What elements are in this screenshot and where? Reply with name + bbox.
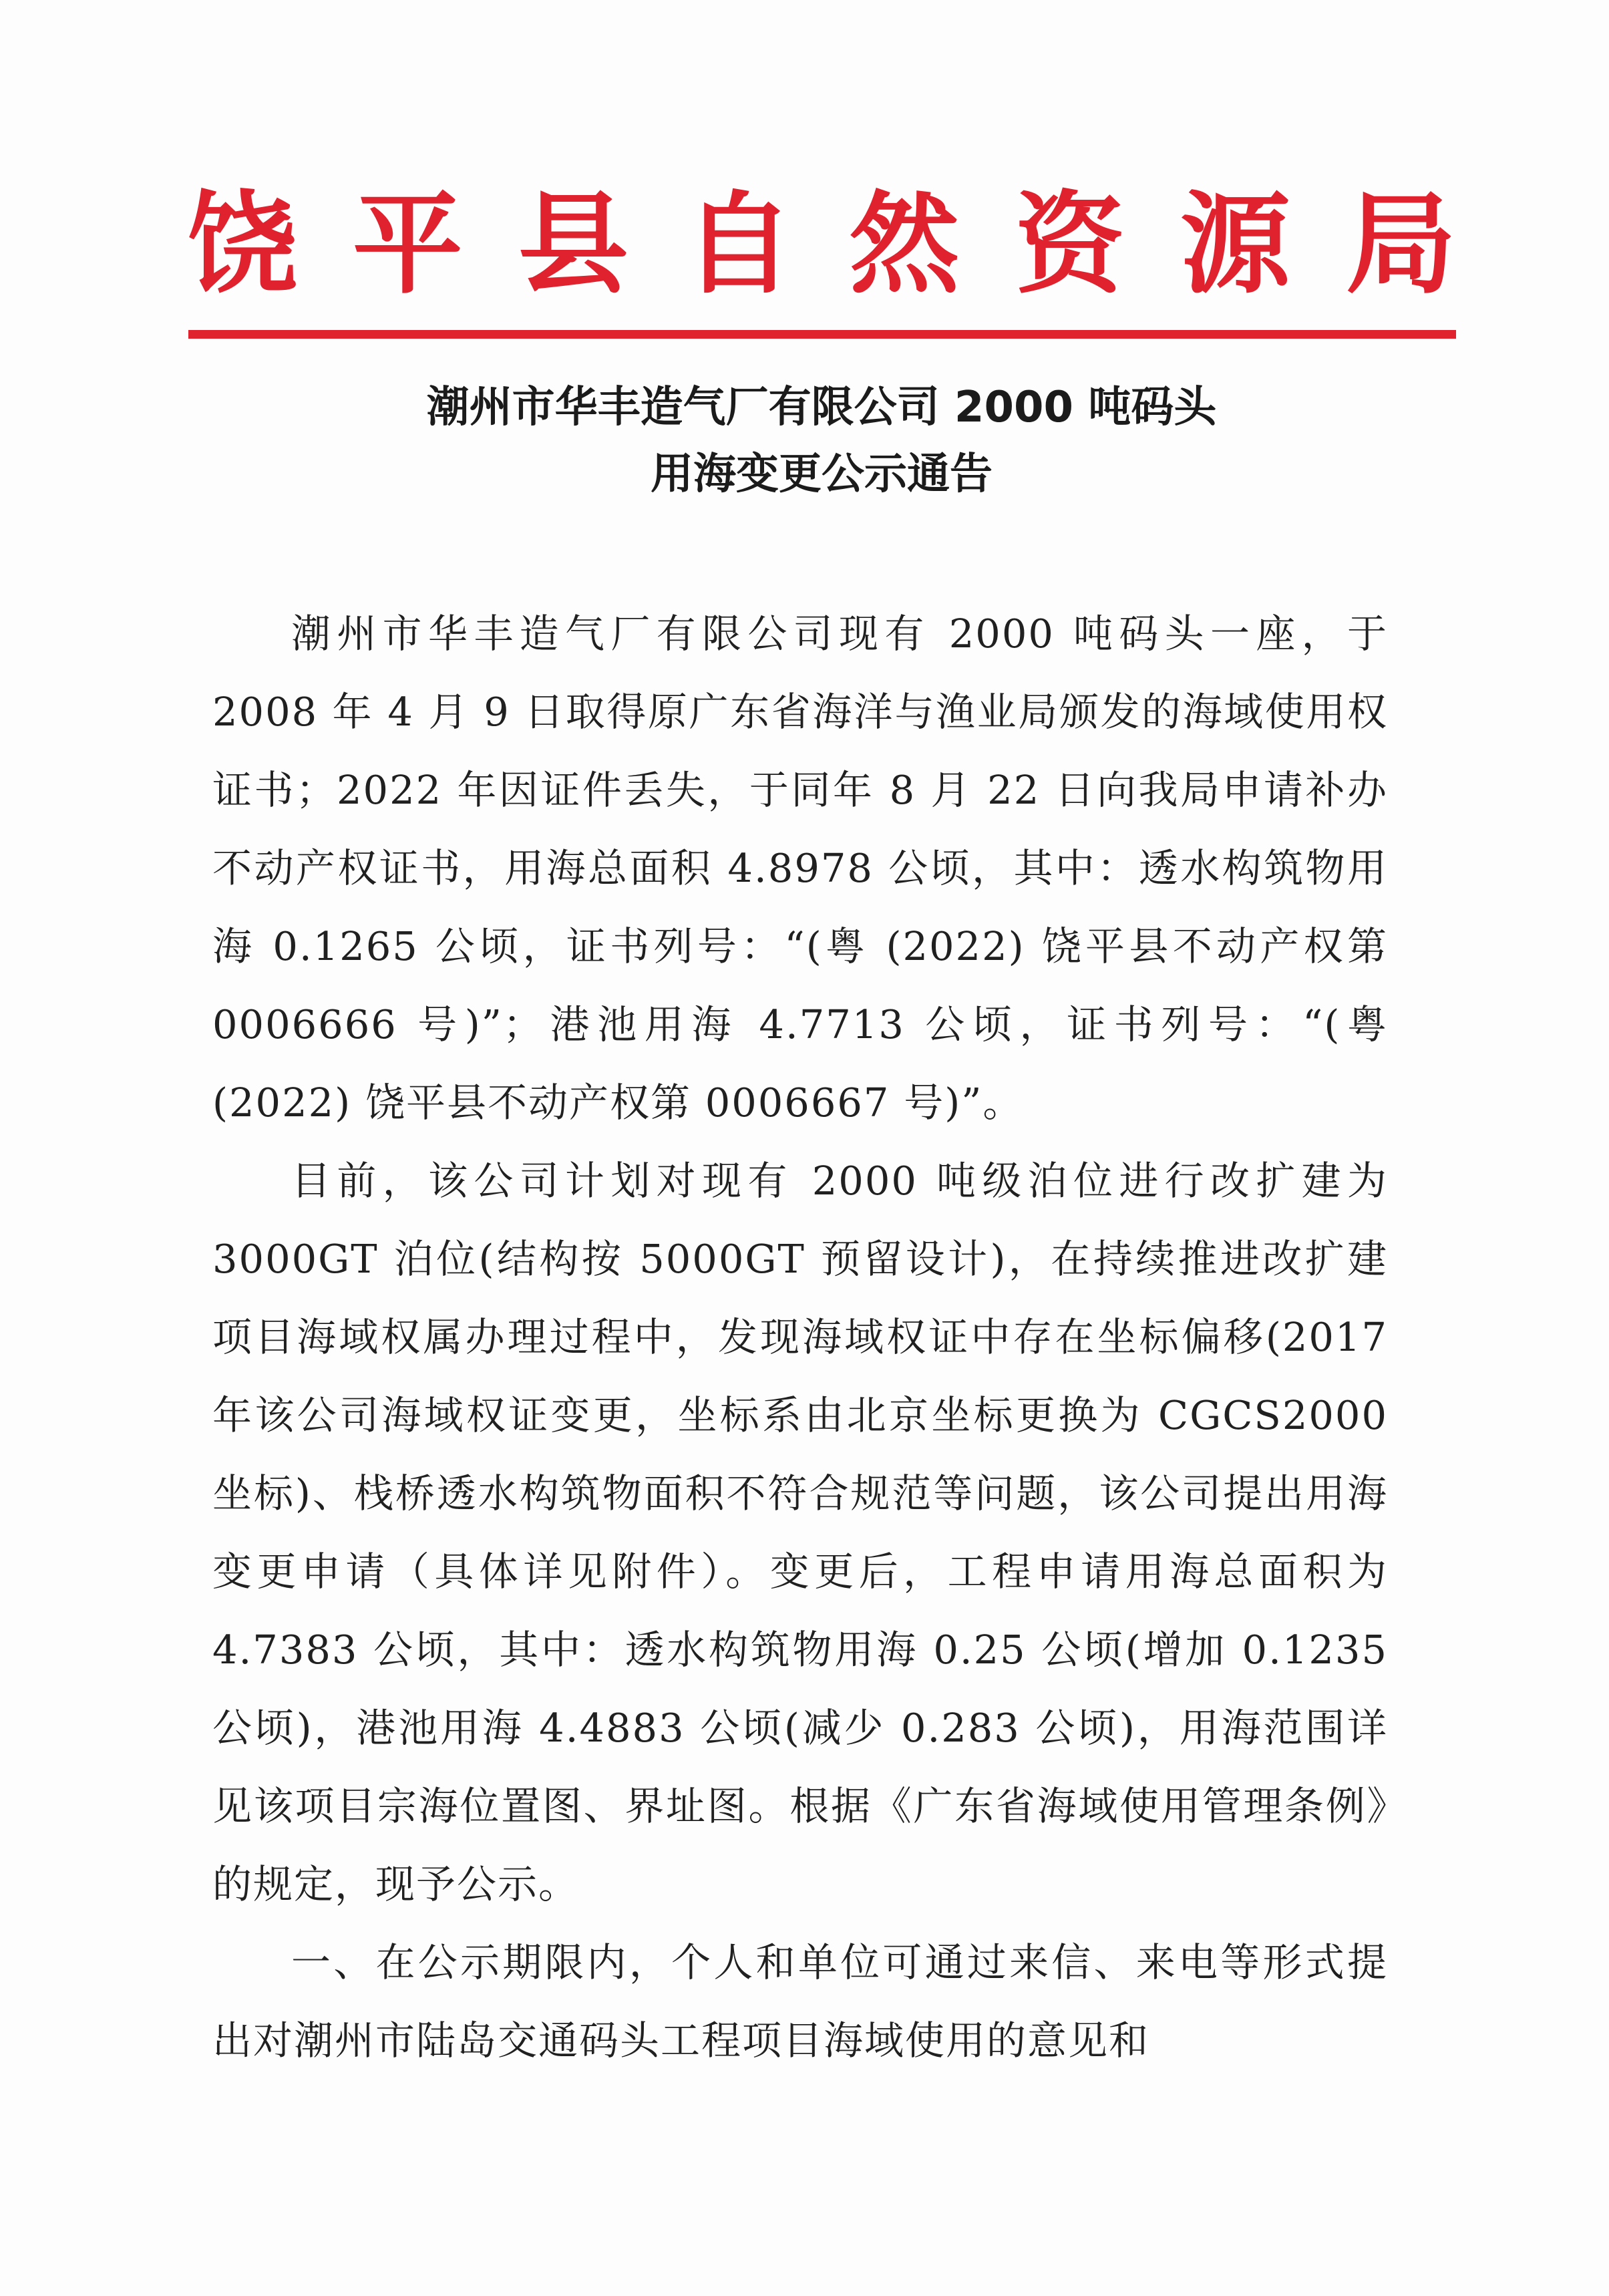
document-body (212, 595, 1388, 2080)
title-line-1: 潮州市华丰造气厂有限公司 2000 吨码头 (426, 383, 1217, 432)
header-char: 饶 (187, 179, 297, 309)
header-char: 然 (849, 179, 960, 309)
paragraph-background: 潮州市华丰造气厂有限公司现有 2000 吨码头一座，于 2008 年 4 月 9 日取得原广东省海洋与渔业局颁发的海域使用权证书；2022 年因证件丢失，于同年 8 月 22 日向我局申请补办不动产权证书，用海总面积 4.8978 公顷，其中：透水构筑物用海 0.1265 公顷，证书列号：“(粤 (2022) 饶平县不动产权第 0006666 号)”；港池用海 4.7713 公顷，证书列号：“(粤 (2022) 饶平县不动产权第 0006667 号)”。 (212, 611, 1388, 1126)
header-char: 平 (352, 179, 463, 309)
paragraph-change-details: 目前，该公司计划对现有 2000 吨级泊位进行改扩建为 3000GT 泊位(结构按 5000GT 预留设计)，在持续推进改扩建项目海域权属办理过程中，发现海域权证中存在坐标偏移(2017 年该公司海域权证变更，坐标系由北京坐标更换为 CGCS2000 坐标)、栈桥透水构筑物面积不符合规范等问题，该公司提出用海变更申请（具体详见附件）。变更后，工程申请用海总面积为 4.7383 公顷，其中：透水构筑物用海 0.25 公顷(增加 0.1235 公顷)，港池用海 4.4883 公顷(减少 0.283 公顷)，用海范围详见该项目宗海位置图、界址图。根据《广东省海域使用管理条例》的规定，现予公示。 (212, 1158, 1388, 1907)
issuing-authority-header (187, 180, 1456, 307)
header-char: 自 (683, 179, 794, 309)
header-char: 资 (1015, 179, 1125, 309)
header-char: 局 (1345, 179, 1456, 309)
document-title (200, 374, 1443, 508)
header-char: 源 (1180, 179, 1291, 309)
title-line-2: 用海变更公示通告 (651, 450, 993, 499)
header-divider (188, 330, 1456, 339)
header-char: 县 (518, 179, 629, 309)
paragraph-public-comment: 一、在公示期限内，个人和单位可通过来信、来电等形式提出对潮州市陆岛交通码头工程项目海域使用的意见和 (212, 1939, 1388, 2064)
